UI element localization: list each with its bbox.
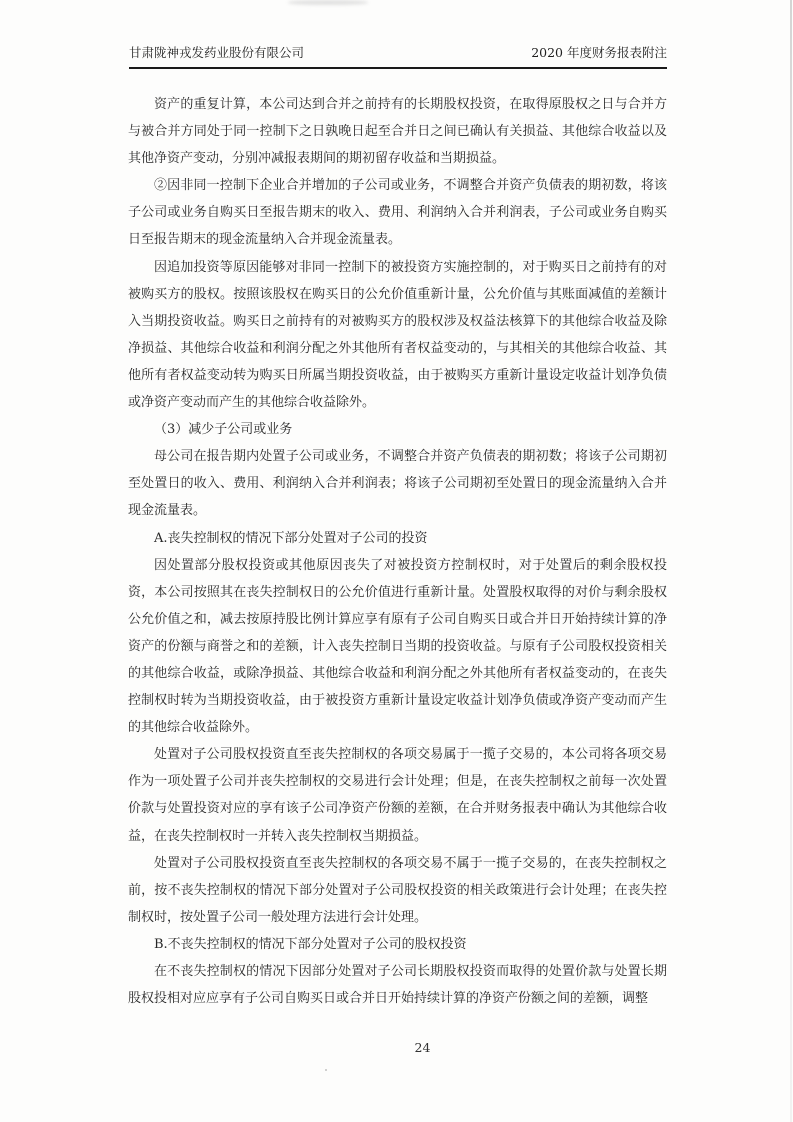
section-heading: A.丧失控制权的情况下部分处置对子公司的投资 (154, 530, 428, 546)
scan-smudge-artifact (288, 0, 368, 5)
page-footer (0, 1040, 793, 1055)
paragraph: 因处置部分股权投资或其他原因丧失了对被投资方控制权时，对于处置后的剩余股权投资，本公司按照其在丧失控制权日的公允价值进行重新计量。处置股权取得的对价与剩余股权公允价值之和，减去按原持股比例计算应享有原有子公司自购买日或合并日开始持续计算的净资产的份额与商誉之和的差额，计入丧失控制日当期的投资收益。与原有子公司股权投资相关的其他综合收益，或除净损益、其他综合收益和利润分配之外其他所有者权益变动的，在丧失控制权时转为当期投资收益，由于被投资方重新计量设定收益计划净负债或净资产变动而产生的其他综合收益除外。 (128, 557, 667, 736)
paragraph: 因追加投资等原因能够对非同一控制下的被投资方实施控制的，对于购买日之前持有的对被购买方的股权。按照该股权在购买日的公允价值重新计量，公允价值与其账面减值的差额计入当期投资收益。购买日之前持有的对被购买方的股权涉及权益法核算下的其他综合收益及除净损益、其他综合收益和利润分配之外其他所有者权益变动的，与其相关的其他综合收益、其他所有者权益变动转为购买日所属当期投资收益，由于被购买方重新计量设定收益计划净负债或净资产变动而产生的其他综合收益除外。 (128, 259, 667, 411)
paragraph: 资产的重复计算，本公司达到合并之前持有的长期股权投资，在取得原股权之日与合并方与被合并方同处于同一控制下之日孰晚日起至合并日之间已确认有关损益、其他综合收益以及其他净资产变动，分别冲减报表期间的期初留存收益和当期损益。 (128, 97, 667, 167)
paragraph: 处置对子公司股权投资直至丧失控制权的各项交易属于一揽子交易的，本公司将各项交易作为一项处置子公司并丧失控制权的交易进行会计处理；但是，在丧失控制权之前每一次处置价款与处置投资对应的享有该子公司净资产份额的差额，在合并财务报表中确认为其他综合收益，在丧失控制权时一并转入丧失控制权当期损益。 (128, 747, 667, 844)
company-name: 甘肃陇神戎发药业股份有限公司 (129, 45, 305, 60)
scan-edge-artifact (790, 0, 792, 1122)
page-body-text (128, 91, 667, 1012)
section-heading: （3）减少子公司或业务 (154, 422, 293, 438)
page-number: 24 (414, 1040, 431, 1055)
section-heading: B.不丧失控制权的情况下部分处置对子公司的股权投资 (154, 936, 467, 952)
paragraph: 在不丧失控制权的情况下因部分处置对子公司长期股权投资而取得的处置价款与处置长期股权投相对应应享有子公司自购买日或合并日开始持续计算的净资产份额之间的差额，调整 (128, 964, 667, 1007)
report-title: 2020 年度财务报表附注 (531, 45, 667, 60)
paragraph: 处置对子公司股权投资直至丧失控制权的各项交易不属于一揽子交易的，在丧失控制权之前，按不丧失控制权的情况下部分处置对子公司股权投资的相关政策进行会计处理；在丧失控制权时，按处置子公司一般处理方法进行会计处理。 (128, 855, 667, 925)
paragraph: ②因非同一控制下企业合并增加的子公司或业务，不调整合并资产负债表的期初数，将该子公司或业务自购买日至报告期末的收入、费用、利润纳入合并利润表，子公司或业务自购买日至报告期末的现金流量纳入合并现金流量表。 (128, 178, 667, 248)
scan-dot-artifact (325, 1069, 327, 1071)
paragraph: 母公司在报告期内处置子公司或业务，不调整合并资产负债表的期初数；将该子公司期初至处置日的收入、费用、利润纳入合并利润表；将该子公司期初至处置日的现金流量纳入合并现金流量表。 (128, 449, 667, 519)
page-header (129, 45, 667, 69)
